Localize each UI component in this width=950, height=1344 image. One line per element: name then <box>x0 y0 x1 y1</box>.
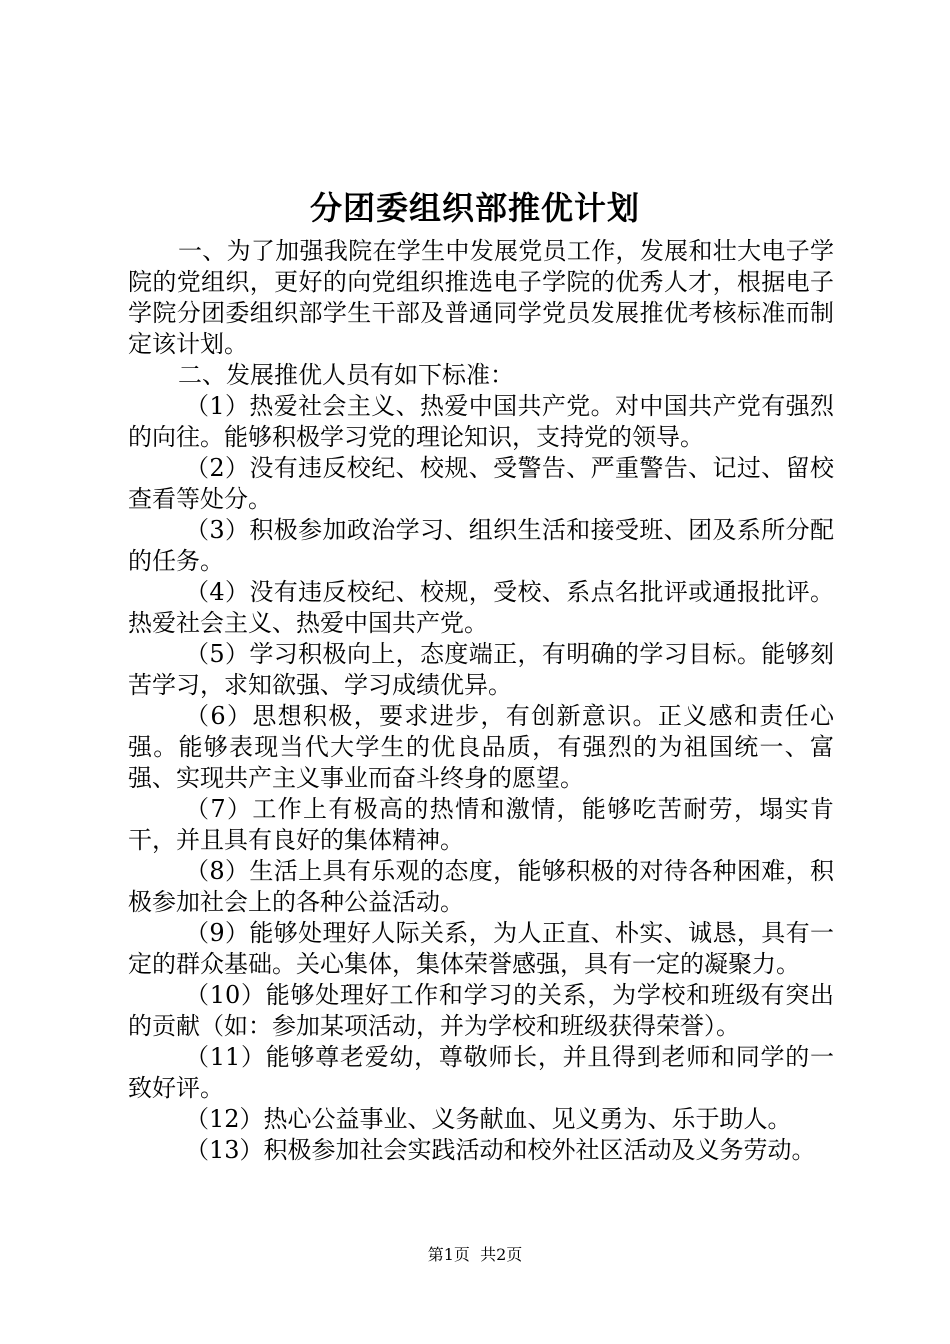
criterion-item-6: （6）思想积极，要求进步，有创新意识。正义感和责任心强。能够表现当代大学生的优良品质，有强烈的为祖国统一、富强、实现共产主义事业而奋斗终身的愿望。 <box>128 702 834 792</box>
intro-paragraph: 一、为了加强我院在学生中发展党员工作，发展和壮大电子学院的党组织，更好的向党组织推选电子学院的优秀人才，根据电子学院分团委组织部学生干部及普通同学党员发展推优考核标准而制定该计划。 <box>128 237 834 358</box>
criterion-item-7: （7）工作上有极高的热情和激情，能够吃苦耐劳，塌实肯干，并且具有良好的集体精神。 <box>128 795 834 854</box>
criterion-item-3: （3）积极参加政治学习、组织生活和接受班、团及系所分配的任务。 <box>128 516 834 575</box>
criterion-item-11: （11）能够尊老爱幼，尊敬师长，并且得到老师和同学的一致好评。 <box>128 1043 834 1102</box>
criterion-item-8: （8）生活上具有乐观的态度，能够积极的对待各种困难，积极参加社会上的各种公益活动。 <box>128 857 834 916</box>
document-title: 分团委组织部推优计划 <box>309 189 640 227</box>
criterion-item-9: （9）能够处理好人际关系，为人正直、朴实、诚恳，具有一定的群众基础。关心集体，集体荣誉感强，具有一定的凝聚力。 <box>128 919 834 978</box>
criterion-item-12: （12）热心公益事业、义务献血、见义勇为、乐于助人。 <box>185 1105 792 1133</box>
criterion-item-2: （2）没有违反校纪、校规、受警告、严重警告、记过、留校查看等处分。 <box>128 454 834 513</box>
criterion-item-13: （13）积极参加社会实践活动和校外社区活动及义务劳动。 <box>185 1136 816 1164</box>
document-body <box>128 236 834 1166</box>
criterion-item-5: （5）学习积极向上，态度端正，有明确的学习目标。能够刻苦学习，求知欲强、学习成绩优异。 <box>128 640 834 699</box>
criterion-item-1: （1）热爱社会主义、热爱中国共产党。对中国共产党有强烈的向往。能够积极学习党的理论知识，支持党的领导。 <box>128 392 834 451</box>
page-number: 第1页 <box>427 1245 470 1264</box>
criteria-heading: 二、发展推优人员有如下标准： <box>178 361 514 389</box>
criterion-item-10: （10）能够处理好工作和学习的关系，为学校和班级有突出的贡献（如：参加某项活动，并为学校和班级获得荣誉）。 <box>128 981 834 1040</box>
page-total: 共2页 <box>480 1245 523 1264</box>
page-footer <box>0 1244 950 1266</box>
criterion-item-4: （4）没有违反校纪、校规，受校、系点名批评或通报批评。热爱社会主义、热爱中国共产党。 <box>128 578 834 637</box>
